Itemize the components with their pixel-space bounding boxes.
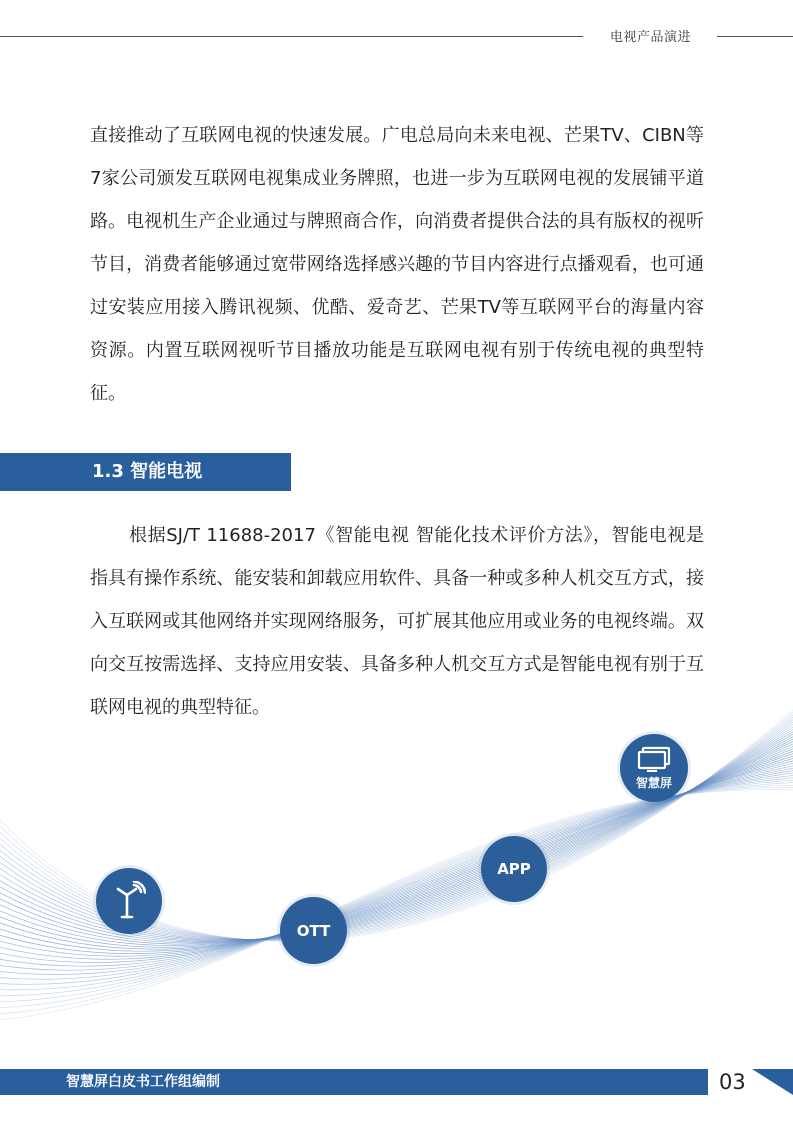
smart-screen-label: 智慧屏 [635,775,672,790]
antenna-icon [112,881,146,921]
footer-corner-triangle [752,1069,793,1095]
footer-org: 智慧屏白皮书工作组编制 [66,1074,220,1090]
header-rule-right [717,36,793,37]
page-number: 03 [719,1070,746,1094]
ott-circle: OTT [280,897,347,964]
app-circle: APP [481,836,547,902]
body-paragraph-2: 根据SJ/T 11688-2017《智能电视 智能化技术评价方法》，智能电视是指具有操作系统、能安装和卸载应用软件、具备一种或多种人机交互方式，接入互联网或其他网络并实现网络服务，可扩展其他应用或业务的电视终端。双向交互按需选择、支持应用安装、具备多种人机交互方式是智能电视有别于互联网电视的典型特征。 [90,525,704,718]
header-rule-left [0,36,583,37]
section-heading: 1.3 智能电视 [92,461,203,482]
header-title: 电视产品演进 [610,30,692,45]
body-paragraph-1: 直接推动了互联网电视的快速发展。广电总局向未来电视、芒果TV、CIBN等7家公司颁发互联网电视集成业务牌照，也进一步为互联网电视的发展铺平道路。电视机生产企业通过与牌照商合作，向消费者提供合法的具有版权的视听节目，消费者能够通过宽带网络选择感兴趣的节目内容进行点播观看，也可通过安装应用接入腾讯视频、优酷、爱奇艺、芒果TV等互联网平台的海量内容资源。内置互联网视听节目播放功能是互联网电视有别于传统电视的典型特征。 [90,125,704,404]
antenna-circle [96,868,162,934]
smart-screen-circle [620,734,688,802]
screen-icon [637,746,671,772]
